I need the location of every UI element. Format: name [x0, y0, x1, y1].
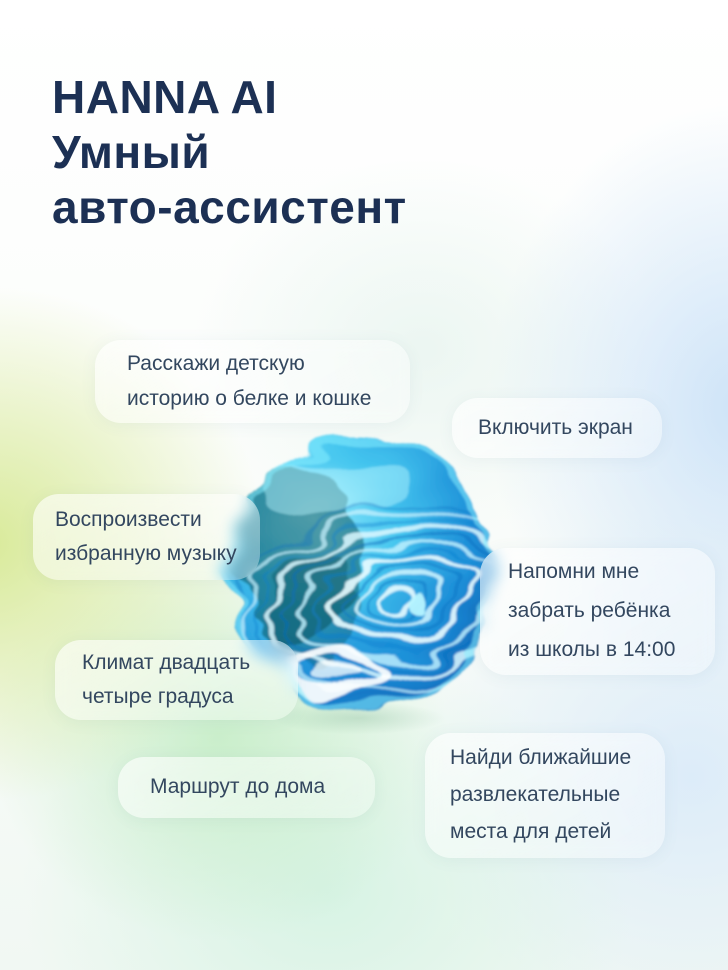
voice-command-line: из школы в 14:00 [508, 637, 676, 661]
subtitle-line-2: авто-ассистент [52, 181, 407, 233]
voice-command-bubble-story [95, 340, 410, 423]
voice-command-bubble-reminder [480, 548, 715, 675]
voice-command-line: Воспроизвести [55, 507, 202, 531]
voice-command-line: Найди ближайшие [450, 746, 632, 770]
voice-command-line: места для детей [450, 819, 612, 843]
brand-title: HANNA AI [52, 71, 278, 123]
voice-command-line: Маршрут до дома [150, 775, 326, 799]
voice-command-bubble-screen-on [452, 398, 662, 458]
voice-command-bubble-route [118, 757, 375, 818]
voice-command-line: Расскажи детскую [127, 352, 305, 376]
voice-command-bubble-climate [55, 640, 298, 720]
voice-command-line: Напомни мне [508, 560, 640, 584]
voice-command-line: историю о белке и кошке [127, 386, 372, 410]
voice-command-line: четыре градуса [82, 685, 234, 708]
voice-command-line: избранную музыку [55, 542, 237, 565]
voice-command-bubble-music [33, 494, 260, 580]
voice-command-line: развлекательные [450, 783, 621, 807]
voice-command-line: забрать ребёнка [508, 599, 671, 623]
voice-command-line: Климат двадцать [82, 650, 251, 674]
page-title [52, 70, 407, 235]
voice-command-bubble-places [425, 733, 665, 858]
voice-command-line: Включить экран [478, 415, 633, 439]
subtitle-line-1: Умный [52, 126, 211, 178]
